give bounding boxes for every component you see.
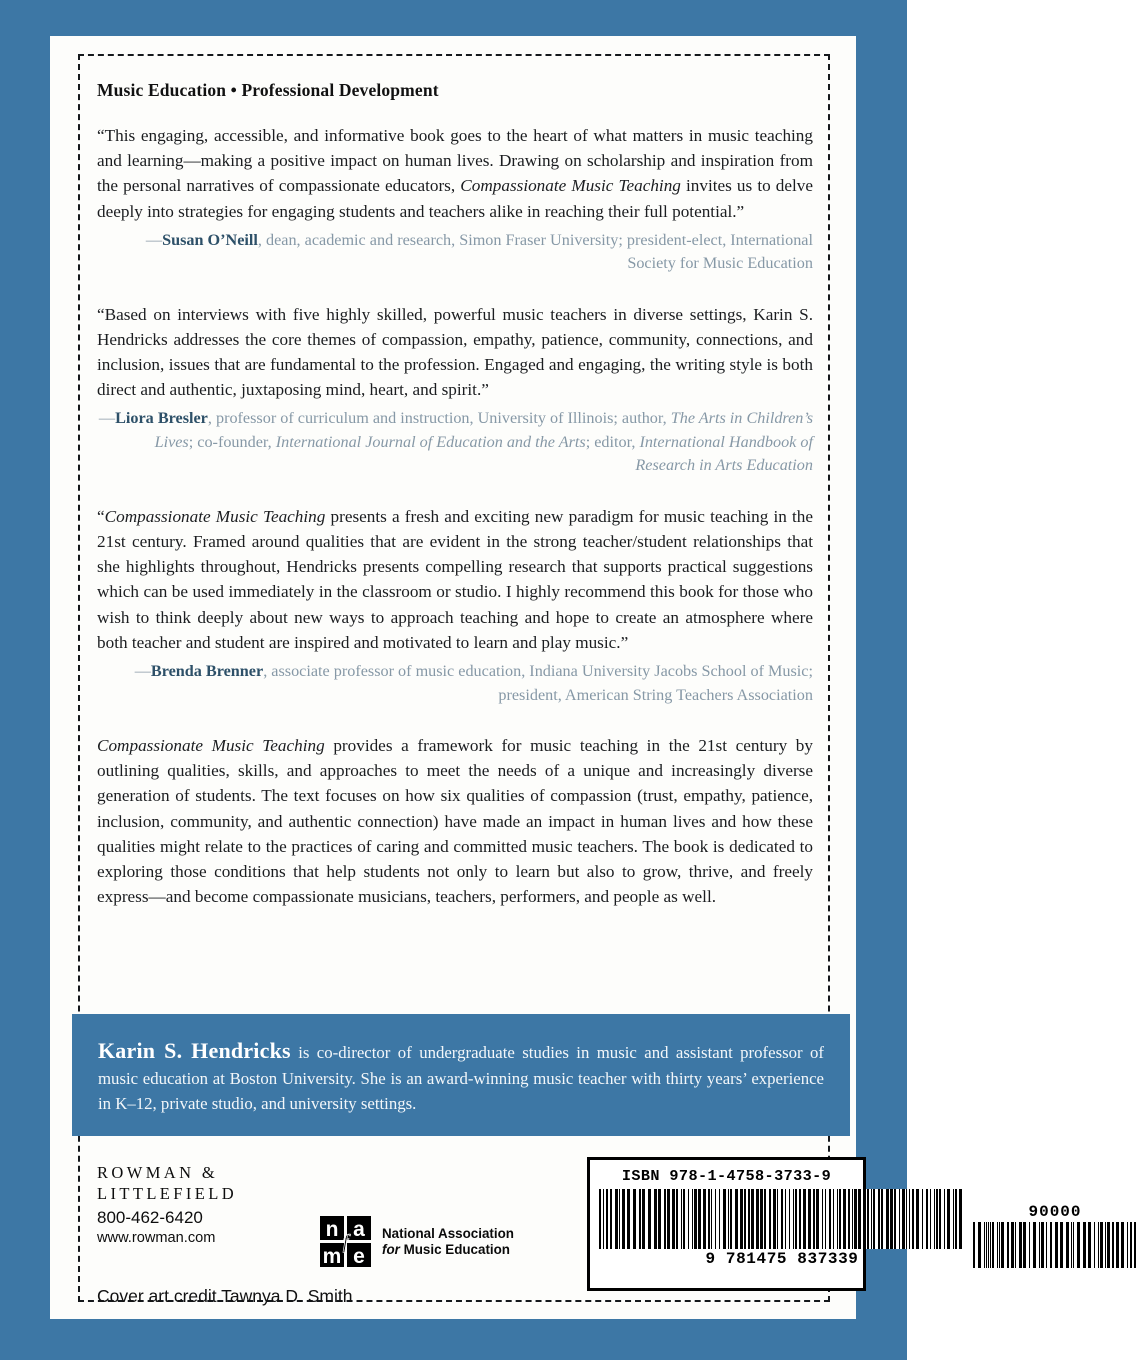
- nafme-logo-block: [319, 1215, 514, 1269]
- svg-text:f: f: [342, 1231, 349, 1253]
- description-body: provides a framework for music teaching in the 21st century by outlining qualities, skills, and approaches to meet the needs of a unique and increasingly diverse generation of students. The text focuses on how six qualities of compassion (trust, empathy, patience, inclusion, community, and authentic connection) have made an impact in human lives and how these qualities might relate to the practices of caring and committed music teachers. The book is dedicated to exploring those conditions that help students not only to learn but also to grow, thrive, and freely express—and become compassionate musicians, teachers, performers, and people as well.: [97, 736, 813, 907]
- ean13-digits: 9 781475 837339: [705, 1250, 859, 1268]
- cover-art-credit: Cover art credit Tawnya D. Smith: [97, 1286, 353, 1306]
- endorser-credentials: , professor of curriculum and instruction, University of Illinois; author,: [207, 409, 671, 428]
- endorsement-attribution-3: [97, 660, 813, 707]
- nafme-wordmark: [382, 1226, 514, 1258]
- addon-bars: [973, 1222, 1137, 1268]
- endorser-credentials: ; editor,: [585, 432, 640, 451]
- endorser-name: Susan O’Neill: [162, 230, 258, 249]
- endorser-credentials: , associate professor of music education, Indiana University Jacobs School of Music; president, American String Teachers Association: [263, 662, 813, 704]
- nafme-for-word: for: [382, 1242, 400, 1257]
- publisher-block: [97, 1162, 347, 1248]
- barcode-bars-row: [599, 1189, 1082, 1268]
- nafme-line2-main: Music Education: [403, 1242, 510, 1257]
- endorsement-attribution-2: [97, 407, 813, 477]
- quote-text-tail: invites us to delve deeply into strategies for engaging students and teachers alike in reaching their full potential.”: [97, 176, 814, 221]
- nafme-logo-icon: [319, 1215, 373, 1269]
- endorser-credentials: , dean, academic and research, Simon Fraser University; president-elect, International Society for Music Education: [257, 230, 813, 273]
- book-title-italic: Compassionate Music Teaching: [104, 506, 326, 526]
- svg-text:e: e: [353, 1245, 365, 1268]
- em-dash: —: [145, 230, 163, 249]
- svg-text:n: n: [325, 1218, 339, 1241]
- book-title-italic: Compassionate Music Teaching: [97, 736, 325, 756]
- author-name: Karin S. Hendricks: [98, 1038, 291, 1063]
- endorsement-quote-1: [97, 123, 813, 224]
- quote-text-tail: presents a fresh and exciting new paradigm for music teaching in the 21st century. Framed around qualities that are evident in the strong teacher/student relationships that she highlights throughout, Hendricks presents compelling research that supports practical suggestions which can be used immediately in the classroom or studio. I highly recommend this book for those who wish to think deeply about new ways to approach teaching and hope to create an atmosphere where both teacher and student are inspired and motivated to learn and play music.”: [97, 506, 813, 652]
- cover-content: [97, 80, 813, 909]
- book-title-italic: Compassionate Music Teaching: [460, 176, 681, 196]
- endorser-name: Brenda Brenner: [150, 662, 264, 681]
- author-bio-body: is co-director of undergraduate studies in music and assistant professor of music education at Boston University. She is an award-winning music teacher with thirty years’ experience in K–12, private studio, and university settings.: [98, 1043, 824, 1114]
- open-quote-mark: “: [97, 506, 105, 526]
- cited-work-title: International Handbook of Research in Arts Education: [635, 432, 813, 475]
- publisher-name-line2: LITTLEFIELD: [97, 1184, 238, 1204]
- publisher-name-line1: ROWMAN &: [97, 1163, 219, 1182]
- publisher-website[interactable]: www.rowman.com: [97, 1230, 216, 1247]
- endorser-credentials: ; co-founder,: [188, 432, 276, 451]
- svg-text:m: m: [322, 1245, 342, 1268]
- category-line: Music Education • Professional Development: [97, 80, 439, 100]
- book-description: [97, 733, 813, 909]
- isbn-barcode-box: [587, 1157, 1082, 1291]
- quote-text: “This engaging, accessible, and informative book goes to the heart of what matters in music teaching and learning—making a positive impact on human lives. Drawing on scholarship and inspiration from the personal narratives of compassionate educators,: [97, 126, 813, 196]
- em-dash: —: [98, 409, 116, 428]
- white-paper-panel: [50, 36, 1082, 1319]
- endorser-name: Liora Bresler: [115, 409, 208, 428]
- author-bio-band: [72, 1014, 850, 1136]
- ean13-bars: [599, 1189, 965, 1249]
- em-dash: —: [134, 662, 151, 681]
- cited-work-title: International Journal of Education and the Arts: [275, 432, 586, 451]
- cited-work-title: The Arts in Children’s Lives: [154, 409, 813, 451]
- isbn-text: ISBN 978-1-4758-3733-9: [621, 1167, 832, 1185]
- barcode-addon: [973, 1204, 1137, 1268]
- svg-text:a: a: [353, 1218, 365, 1241]
- author-bio-text: [98, 1035, 824, 1117]
- quote-text: “Based on interviews with five highly skilled, powerful music teachers in diverse settings, Karin S. Hendricks addresses the core themes of compassion, empathy, patience, community, connections, and inclusion, issues that are fundamental to the profession. Engaged and engaging, the writing style is both direct and authentic, juxtaposing mind, heart, and spirit.”: [97, 304, 813, 400]
- endorsement-attribution-1: [97, 229, 813, 276]
- endorsement-quote-3: [97, 504, 813, 655]
- endorsement-quote-2: [97, 302, 813, 403]
- nafme-line1: National Association: [382, 1226, 514, 1242]
- addon-digits: 90000: [1028, 1203, 1082, 1221]
- publisher-phone[interactable]: 800-462-6420: [97, 1208, 203, 1228]
- nafme-line2: [382, 1242, 514, 1258]
